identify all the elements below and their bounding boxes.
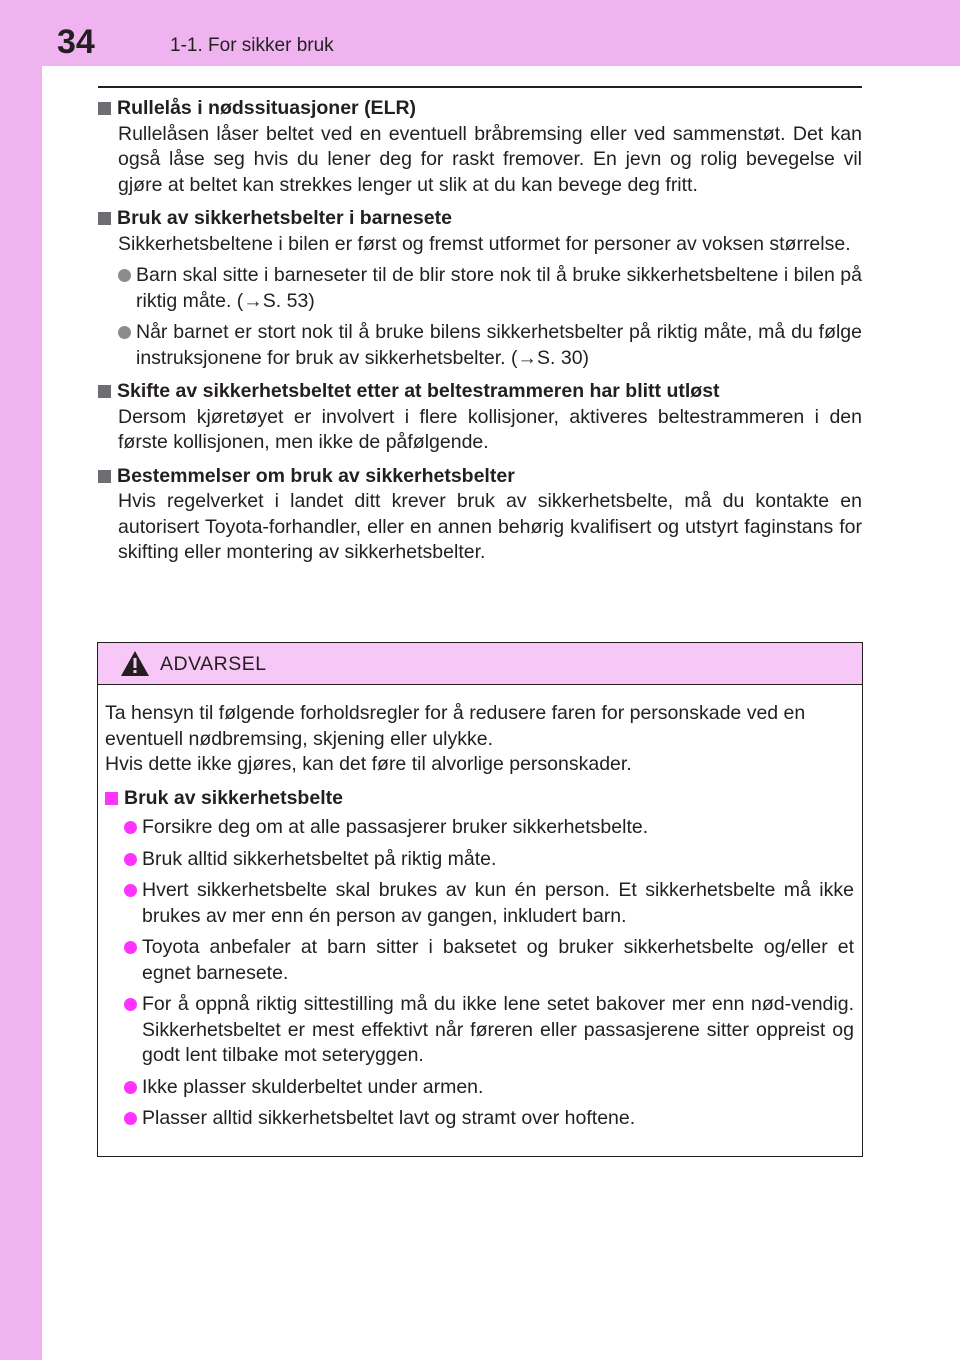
round-bullet-icon [124, 941, 137, 954]
section-heading [98, 96, 862, 122]
warning-intro [105, 701, 854, 778]
section-heading [98, 464, 862, 490]
warning-heading-text: Bruk av sikkerhetsbelte [124, 786, 343, 809]
section-heading [98, 379, 862, 405]
section-heading-text: Bestemmelser om bruk av sikkerhetsbelter [117, 464, 515, 487]
side-color-strip [0, 0, 42, 1360]
section-title: 1-1. For sikker bruk [170, 35, 334, 56]
section-elr [98, 96, 862, 198]
warning-list-item-text: Plasser alltid sikkerhetsbeltet lavt og stramt over hoftene. [142, 1107, 636, 1129]
warning-list-item-text: For å oppnå riktig sittestilling må du ikke lene setet bakover mer enn nød-vendig. Sikkerhetsbeltet er mest effektivt når føreren eller passasjerene sitter oppreist og godt lent tilbake mot seteryggen. [142, 993, 854, 1066]
warning-list-item-text: Ikke plasser skulderbeltet under armen. [142, 1075, 484, 1098]
round-bullet-icon [124, 1112, 137, 1125]
list-item [118, 320, 862, 371]
section-heading-text: Skifte av sikkerhetsbeltet etter at beltestrammeren har blitt utløst [117, 380, 720, 402]
round-bullet-icon [124, 998, 137, 1011]
warning-triangle-icon [120, 650, 150, 677]
warning-list-item [124, 1106, 854, 1132]
warning-list-item [124, 878, 854, 929]
page-number: 34 [57, 23, 95, 61]
section-paragraph: Hvis regelverket i landet ditt krever bruk av sikkerhetsbelte, må du kontakte en autorisert Toyota-forhandler, eller en annen behørig kvalifisert og utstyrt faginstans for skifting eller montering av sikkerhetsbelter. [118, 490, 862, 563]
section-regulations [98, 464, 862, 566]
warning-title: ADVARSEL [160, 653, 267, 675]
warning-list-item [124, 935, 854, 986]
warning-list-item-text: Toyota anbefaler at barn sitter i baksetet og bruker sikkerhetsbelte og/eller et egnet barnesete. [142, 936, 854, 984]
warning-list-item-text: Bruk alltid sikkerhetsbeltet på riktig måte. [142, 847, 497, 870]
warning-body [98, 685, 862, 1132]
header-divider [98, 86, 862, 88]
warning-heading [105, 786, 854, 812]
section-heading-text: Rullelås i nødssituasjoner (ELR) [117, 97, 417, 119]
round-bullet-icon [118, 326, 131, 339]
section-child-seat [98, 206, 862, 371]
round-bullet-icon [124, 821, 137, 834]
warning-intro-line: Hvis dette ikke gjøres, kan det føre til alvorlige personskader. [105, 753, 632, 775]
section-paragraph: Rullelåsen låser beltet ved en eventuell bråbremsing eller ved sammenstøt. Det kan også låse seg hvis du lener deg for raskt fremover. En jevn og rolig bevegelse vil gjøre at beltet kan strekkes lenger ut slik at du kan bevege deg fritt. [118, 122, 862, 196]
round-bullet-icon [124, 884, 137, 897]
round-bullet-icon [118, 269, 131, 282]
section-pretensioner [98, 379, 862, 456]
warning-intro-line: Ta hensyn til følgende forholdsregler for å redusere faren for personskade ved en eventuell nødbremsing, skjening eller ulykke. [105, 702, 806, 750]
list-item [118, 263, 862, 314]
square-bullet-icon [105, 792, 118, 805]
square-bullet-icon [98, 212, 111, 225]
list-item-text: Når barnet er stort nok til å bruke bilens sikkerhetsbelter på riktig måte, må du følge instruksjonene for bruk av sikkerhetsbelter. (→S. 30) [136, 321, 862, 369]
square-bullet-icon [98, 470, 111, 483]
warning-list-item-text: Hvert sikkerhetsbelte skal brukes av kun én person. Et sikkerhetsbelte må ikke brukes av mer enn én person av gangen, inkludert barn. [142, 879, 854, 927]
section-heading-text: Bruk av sikkerhetsbelter i barnesete [117, 207, 452, 229]
round-bullet-icon [124, 853, 137, 866]
round-bullet-icon [124, 1081, 137, 1094]
section-paragraph: Dersom kjøretøyet er involvert i flere kollisjoner, aktiveres beltestrammeren i den første kollisjonen, men ikke de påfølgende. [118, 405, 862, 453]
warning-list-item-text: Forsikre deg om at alle passasjerer bruker sikkerhetsbelte. [142, 816, 649, 838]
section-heading [98, 206, 862, 232]
warning-list-item [124, 847, 854, 873]
warning-box [97, 642, 863, 1157]
list-item-text: Barn skal sitte i barneseter til de blir store nok til å bruke sikkerhetsbeltene i bilen på riktig måte. (→S. 53) [136, 264, 862, 312]
square-bullet-icon [98, 102, 111, 115]
warning-list-item [124, 992, 854, 1069]
warning-list-item [124, 1075, 854, 1101]
square-bullet-icon [98, 385, 111, 398]
warning-list-item [124, 815, 854, 841]
warning-header [98, 643, 862, 685]
main-content [98, 96, 862, 574]
section-paragraph: Sikkerhetsbeltene i bilen er først og fremst utformet for personer av voksen størrelse. [118, 232, 851, 255]
